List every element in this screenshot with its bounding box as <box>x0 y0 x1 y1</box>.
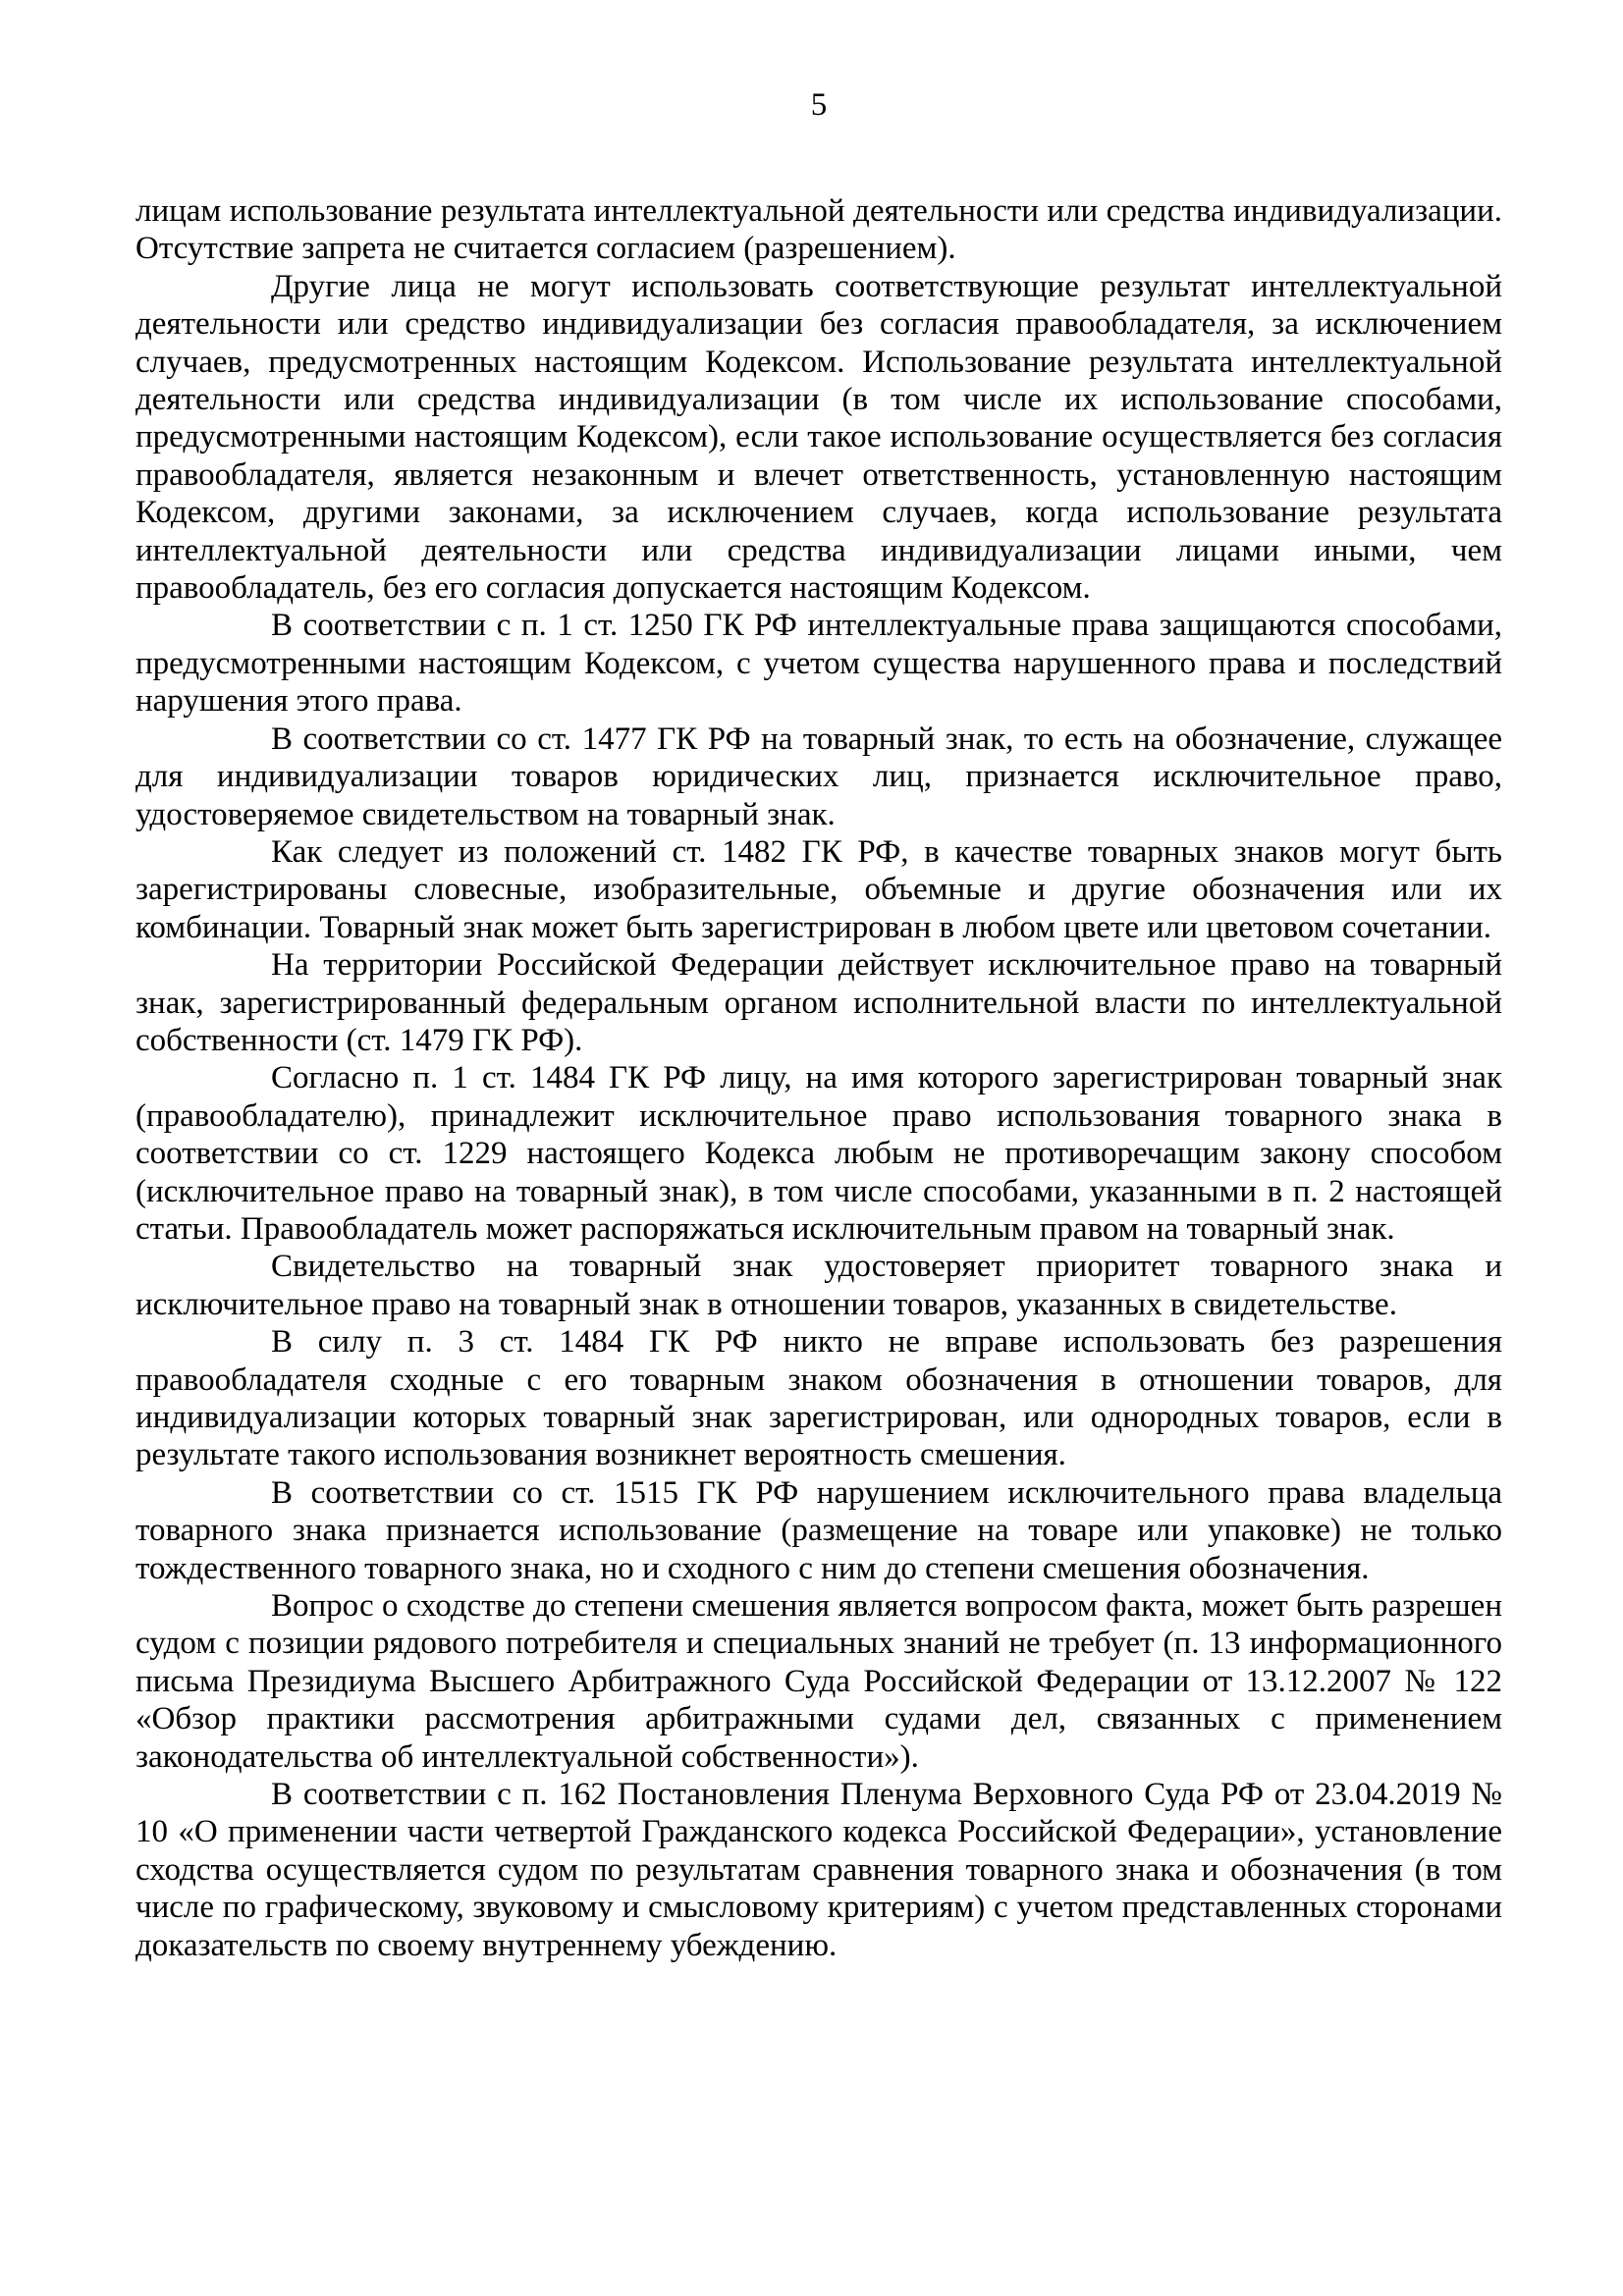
paragraph-st-1515: В соответствии со ст. 1515 ГК РФ нарушением исключительного права владельца товарного знака признается использование (размещение на товаре или упаковке) не только тождественного товарного знака, но и сходного с ним до степени смешения обозначения. <box>135 1474 1502 1586</box>
paragraph-st-1250: В соответствии с п. 1 ст. 1250 ГК РФ интеллектуальные права защищаются способами, предусмотренными настоящим Кодексом, с учетом существа нарушенного права и последствий нарушения этого права. <box>135 608 1502 720</box>
page-number: 5 <box>810 87 828 123</box>
paragraph-st-1482: Как следует из положений ст. 1482 ГК РФ, в качестве товарных знаков могут быть зарегистрированы словесные, изобразительные, объемные и другие обозначения или их комбинации. Товарный знак может быть зарегистрирован в любом цвете или цветовом сочетании. <box>135 833 1502 945</box>
paragraph-st-1479: На территории Российской Федерации действует исключительное право на товарный знак, зарегистрированный федеральным органом исполнительной власти по интеллектуальной собственности (ст. 1479 ГК РФ). <box>135 947 1502 1058</box>
paragraph-st-1484-p1: Согласно п. 1 ст. 1484 ГК РФ лицу, на имя которого зарегистрирован товарный знак (правообладателю), принадлежит исключительное право использования товарного знака в соответствии со ст. 1229 настоящего Кодекса любым не противоречащим закону способом (исключительное право на товарный знак), в том числе способами, указанными в п. 2 настоящей статьи. Правообладатель может распоряжаться исключительным правом на товарный знак. <box>135 1060 1502 1247</box>
paragraph-plenum-162: В соответствии с п. 162 Постановления Пленума Верховного Суда РФ от 23.04.2019 № 10 «О применении части четвертой Гражданского кодекса Российской Федерации», установление сходства осуществляется судом по результатам сравнения товарного знака и обозначения (в том числе по графическому, звуковому и смысловому критериям) с учетом представленных сторонами доказательств по своему внутреннему убеждению. <box>135 1777 1502 1963</box>
document-body-text <box>135 192 1502 1964</box>
paragraph-continued-from-previous-page: лицам использование результата интеллектуальной деятельности или средства индивидуализации. Отсутствие запрета не считается согласием (разрешением). <box>135 193 1502 267</box>
paragraph-certificate: Свидетельство на товарный знак удостоверяет приоритет товарного знака и исключительное право на товарный знак в отношении товаров, указанных в свидетельстве. <box>135 1249 1502 1322</box>
paragraph-st-1484-p3: В силу п. 3 ст. 1484 ГК РФ никто не вправе использовать без разрешения правообладателя сходные с его товарным знаком обозначения в отношении товаров, для индивидуализации которых товарный знак зарегистрирован, или однородных товаров, если в результате такого использования возникнет вероятность смешения. <box>135 1324 1502 1473</box>
paragraph-st-1477: В соответствии со ст. 1477 ГК РФ на товарный знак, то есть на обозначение, служащее для индивидуализации товаров юридических лиц, признается исключительное право, удостоверяемое свидетельством на товарный знак. <box>135 721 1502 832</box>
paragraph-other-persons-use: Другие лица не могут использовать соответствующие результат интеллектуальной деятельности или средство индивидуализации без согласия правообладателя, за исключением случаев, предусмотренных настоящим Кодексом. Использование результата интеллектуальной деятельности или средства индивидуализации (в том числе их использование способами, предусмотренными настоящим Кодексом), если такое использование осуществляется без согласия правообладателя, является незаконным и влечет ответственность, установленную настоящим Кодексом, другими законами, за исключением случаев, когда использование результата интеллектуальной деятельности или средства индивидуализации лицами иными, чем правообладатель, без его согласия допускается настоящим Кодексом. <box>135 268 1502 607</box>
paragraph-similarity-question: Вопрос о сходстве до степени смешения является вопросом факта, может быть разрешен судом с позиции рядового потребителя и специальных знаний не требует (п. 13 информационного письма Президиума Высшего Арбитражного Суда Российской Федерации от 13.12.2007 № 122 «Обзор практики рассмотрения арбитражными судами дел, связанных с применением законодательства об интеллектуальной собственности»). <box>135 1588 1502 1775</box>
